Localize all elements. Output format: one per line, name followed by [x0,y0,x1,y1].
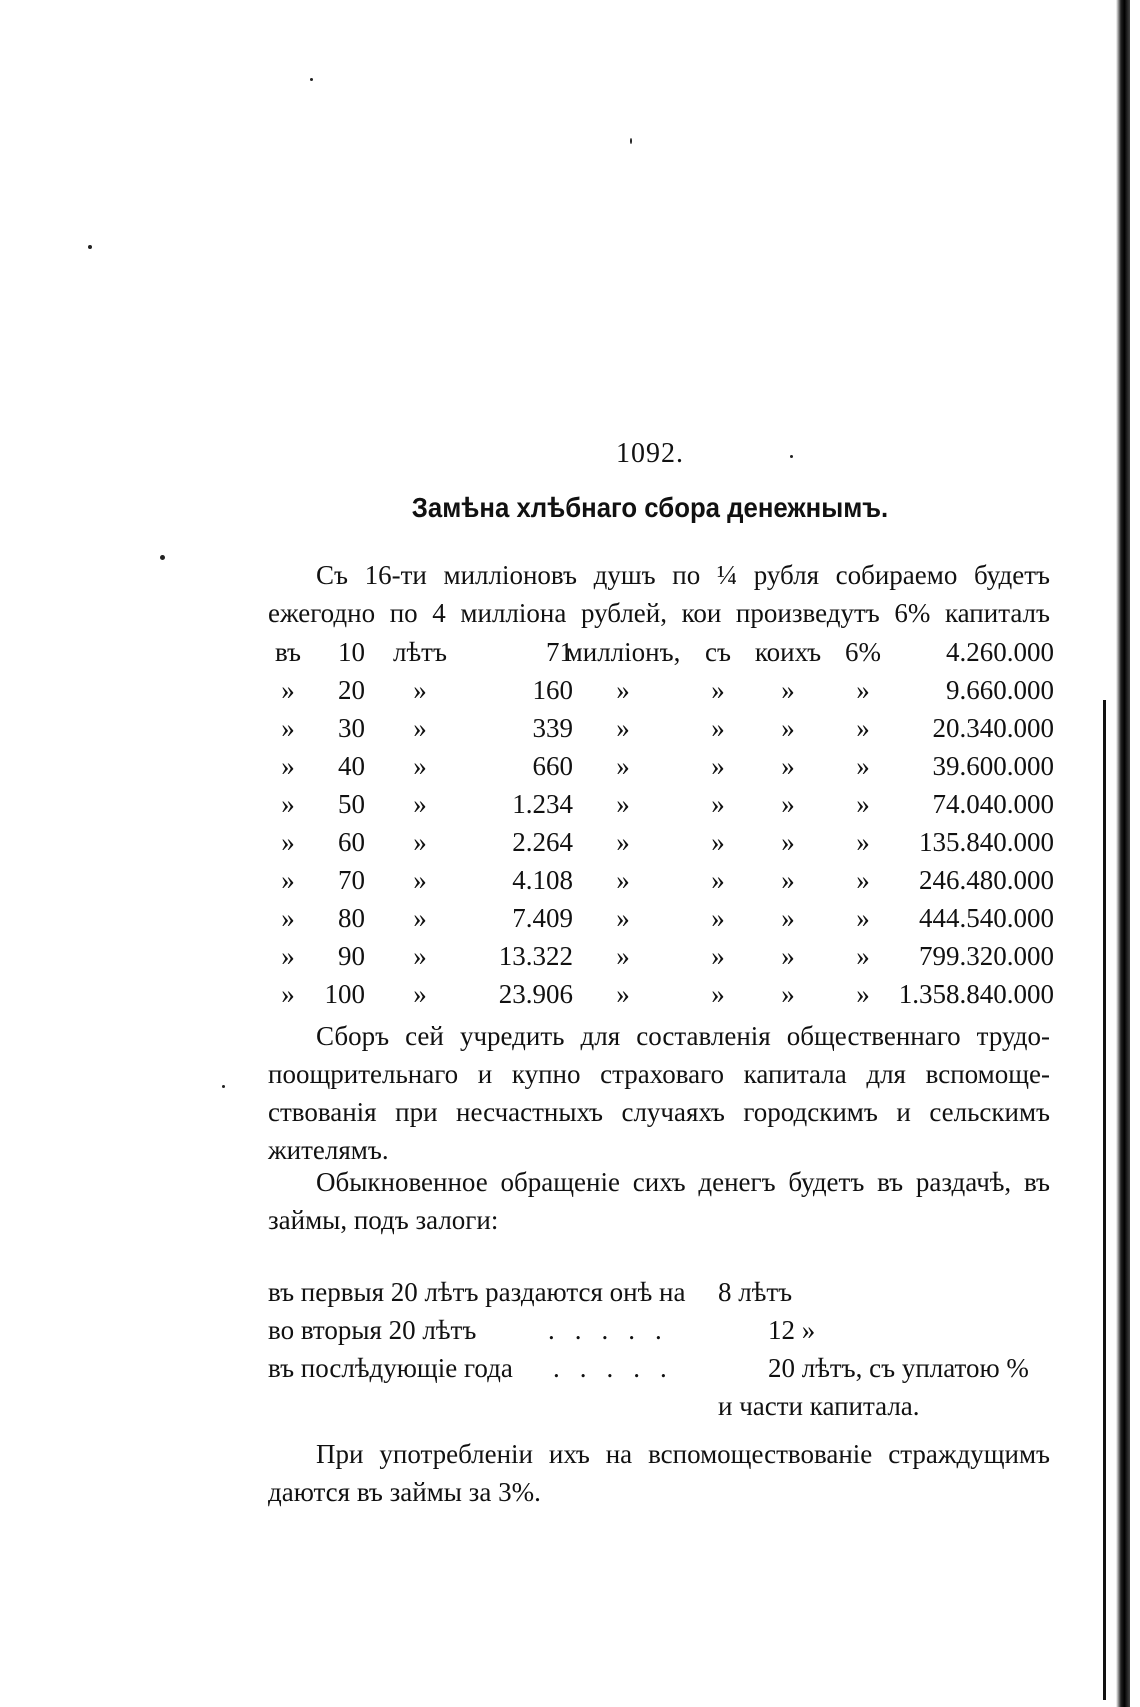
row-ditto: » [781,979,795,1009]
term-dots: ..... [553,1353,687,1383]
term-value: 8 лѣтъ [718,1277,793,1307]
row-ditto: » [711,675,725,705]
row-ditto: » [711,903,725,933]
row-ditto: » [616,713,630,743]
intro-text: Съ 16-ти милліоновъ душъ по ¼ рубля собираемо будетъ ежегодно по 4 милліона рублей, кои произведутъ 6% капиталъ [268,560,1050,628]
row-value: 74.040.000 [932,789,1054,819]
term-row [268,1315,1068,1353]
intro-paragraph [268,556,1050,632]
row-ditto: » [616,903,630,933]
row-millions: 160 [532,675,573,705]
row-value: 799.320.000 [919,941,1054,971]
row-value: 444.540.000 [919,903,1054,933]
row-ditto: » [856,827,870,857]
row-value: 4.260.000 [946,637,1054,667]
speck [630,138,632,144]
row-ditto: » [616,751,630,781]
paragraph-fund-purpose [268,1017,1050,1169]
table-row [268,637,1054,675]
row-ditto: » [781,675,795,705]
row-ditto: » [281,903,295,933]
row-ditto: » [781,789,795,819]
row-ditto: » [616,865,630,895]
row-years: 60 [338,827,365,857]
row-years: 50 [338,789,365,819]
row-ditto: » [413,865,427,895]
paragraph-circulation [268,1163,1050,1239]
row-ditto: » [616,675,630,705]
term-dots: ..... [548,1315,682,1345]
term-label: во вторыя 20 лѣтъ [268,1315,477,1345]
row-ditto: » [781,827,795,857]
table-row [268,941,1054,979]
row-ditto: » [281,941,295,971]
row-ditto: » [781,713,795,743]
row-ditto: » [711,941,725,971]
row-millions: 7.409 [512,903,573,933]
table-row [268,903,1054,941]
row-word: милліонъ, [565,637,681,667]
term-label: въ первыя 20 лѣтъ раздаются онѣ на [268,1277,686,1307]
row-ditto: » [856,675,870,705]
row-years: 30 [338,713,365,743]
table-row [268,827,1054,865]
row-millions: 23.906 [498,979,573,1009]
row-years: 100 [324,979,365,1009]
table-row [268,675,1054,713]
scan-edge [1116,0,1130,1707]
speck [88,245,92,249]
speck [160,555,165,560]
row-ditto: » [856,789,870,819]
row-value: 1.358.840.000 [898,979,1054,1009]
row-ditto: » [856,941,870,971]
paragraph-relief-loans [268,1435,1050,1511]
row-q3: 6% [845,637,881,667]
row-millions: 660 [532,751,573,781]
row-millions: 2.264 [512,827,573,857]
row-ditto: » [616,827,630,857]
row-value: 20.340.000 [932,713,1054,743]
row-ditto: » [781,865,795,895]
row-ditto: » [711,789,725,819]
row-value: 135.840.000 [919,827,1054,857]
term-value: 12 » [768,1315,816,1345]
row-millions: 71 [546,637,573,667]
row-ditto: » [413,675,427,705]
paragraph-2-text: Обыкновенное обращеніе сихъ денегъ будетъ въ раздачѣ, въ займы, подъ залоги: [268,1167,1050,1235]
term-value: и части капитала. [718,1391,920,1421]
row-ditto: » [856,903,870,933]
row-ditto: » [281,827,295,857]
row-millions: 4.108 [512,865,573,895]
row-ditto: » [616,979,630,1009]
row-ditto: » [281,789,295,819]
row-ditto: » [856,979,870,1009]
row-ditto: » [281,979,295,1009]
row-ditto: » [413,903,427,933]
section-heading: Замѣна хлѣбнаго сбора денежнымъ. [411,492,889,523]
row-ditto: » [711,751,725,781]
row-ditto: » [781,903,795,933]
paragraph-3-text: При употребленіи ихъ на вспомоществованіе страждущимъ даются въ займы за 3%. [268,1439,1050,1507]
row-ditto: » [413,827,427,857]
row-ditto: » [711,979,725,1009]
row-ditto: » [413,789,427,819]
table-row [268,865,1054,903]
term-row [268,1353,1068,1391]
row-millions: 339 [532,713,573,743]
row-q2: коихъ [754,637,822,667]
row-ditto: » [856,865,870,895]
row-ditto: » [413,941,427,971]
row-ditto: » [781,751,795,781]
row-ditto: » [413,713,427,743]
row-value: 246.480.000 [919,865,1054,895]
speck [222,1085,225,1088]
row-ditto: » [856,751,870,781]
row-ditto: » [281,675,295,705]
term-label: въ послѣдующіе года [268,1353,513,1383]
row-value: 39.600.000 [932,751,1054,781]
row-ditto: » [781,941,795,971]
page-number: 1092. [616,438,684,469]
row-ditto: » [281,865,295,895]
table-row [268,713,1054,751]
row-prefix: въ [274,637,302,667]
table-row [268,751,1054,789]
row-ditto: » [711,827,725,857]
row-years: 70 [338,865,365,895]
row-years: 40 [338,751,365,781]
row-ditto: » [281,713,295,743]
scan-edge-line [1103,700,1106,1700]
table-row [268,979,1054,1017]
row-ditto: » [413,979,427,1009]
row-ditto: » [616,789,630,819]
row-years: 90 [338,941,365,971]
row-millions: 13.322 [498,941,573,971]
row-years: 80 [338,903,365,933]
row-value: 9.660.000 [946,675,1054,705]
speck [790,455,793,458]
term-value: 20 лѣтъ, съ уплатою % [768,1353,1029,1383]
row-years: 20 [338,675,365,705]
row-ditto: » [616,941,630,971]
row-ditto: » [711,865,725,895]
row-ditto: » [413,751,427,781]
row-unit: лѣтъ [393,637,447,667]
paragraph-1-text: Сборъ сей учредить для составленія общественнаго трудо-поощрительнаго и купно страховаго капитала для вспомоще-ствованія при несчастныхъ случаяхъ городскимъ и сельскимъ жителямъ. [268,1021,1050,1165]
row-ditto: » [281,751,295,781]
speck [310,78,313,81]
loan-terms-list [268,1277,1068,1429]
row-years: 10 [338,637,365,667]
table-row [268,789,1054,827]
row-millions: 1.234 [512,789,573,819]
term-row [268,1391,1068,1429]
row-q1: съ [705,637,731,667]
row-ditto: » [856,713,870,743]
row-ditto: » [711,713,725,743]
term-row [268,1277,1068,1315]
capital-growth-table [268,637,1054,1017]
